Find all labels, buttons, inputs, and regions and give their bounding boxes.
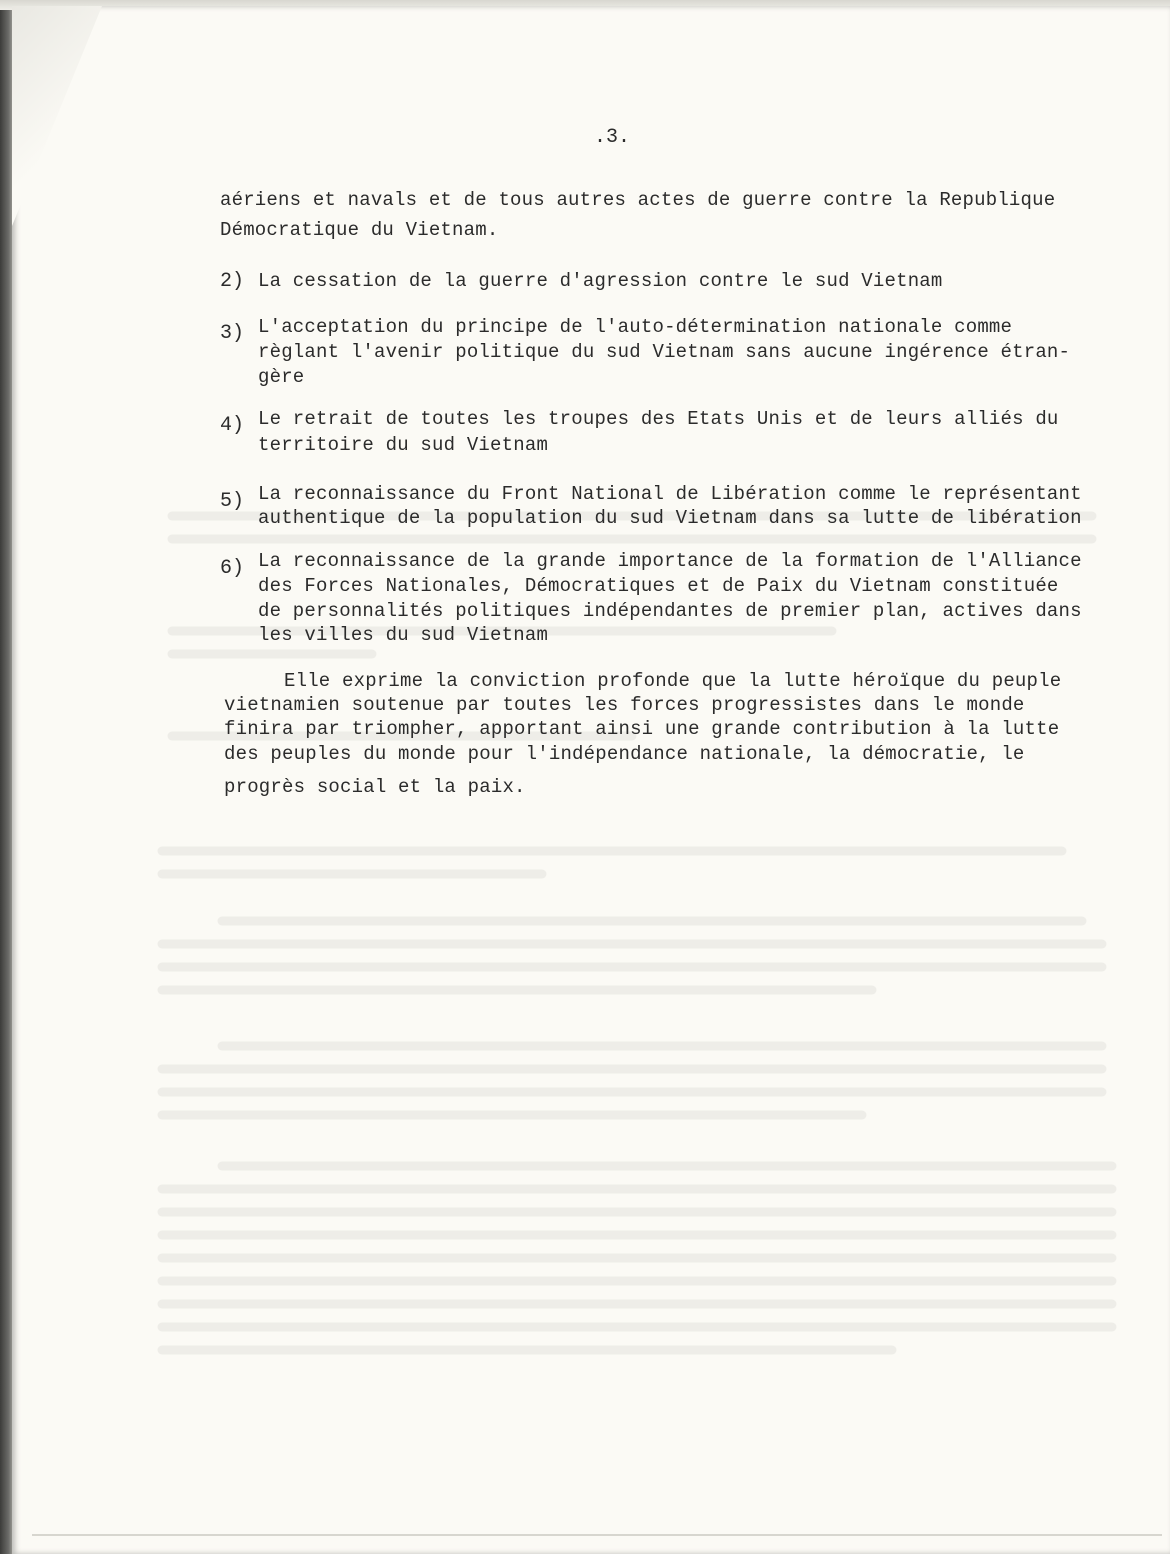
item-line: les villes du sud Vietnam <box>258 624 549 646</box>
item-line: L'acceptation du principe de l'auto-détermination nationale comme <box>258 316 1013 338</box>
closing-line: Elle exprime la conviction profonde que la lutte héroïque du peuple <box>284 670 1062 692</box>
item-number: 6) <box>220 557 245 580</box>
page-bottom-edge <box>32 1534 1162 1536</box>
item-line: Le retrait de toutes les troupes des Etats Unis et de leurs alliés du <box>258 408 1059 430</box>
item-line: gère <box>258 366 305 388</box>
item-line: La reconnaissance du Front National de Libération comme le représentant <box>258 483 1082 505</box>
page-number: .3. <box>594 126 631 149</box>
item-number: 5) <box>220 490 245 513</box>
closing-line: des peuples du monde pour l'indépendance nationale, la démocratie, le <box>224 743 1025 765</box>
closing-line: vietnamien soutenue par toutes les forces progressistes dans le monde <box>224 694 1025 716</box>
item-line: territoire du sud Vietnam <box>258 434 549 456</box>
closing-line: finira par triompher, apportant ainsi une grande contribution à la lutte <box>224 718 1060 740</box>
item-number: 3) <box>220 322 245 345</box>
item-number: 4) <box>220 414 245 437</box>
item-line: La reconnaissance de la grande importance de la formation de l'Alliance <box>258 550 1082 572</box>
bleed-through-texture <box>12 6 1170 1554</box>
document-page <box>12 6 1170 1554</box>
item-number: 2) <box>220 270 245 293</box>
intro-line: aériens et navals et de tous autres actes de guerre contre la Republique <box>220 189 1056 211</box>
item-line: de personnalités politiques indépendantes de premier plan, actives dans <box>258 600 1082 622</box>
item-line: La cessation de la guerre d'agression contre le sud Vietnam <box>258 270 943 292</box>
item-line: authentique de la population du sud Vietnam dans sa lutte de libération <box>258 507 1082 529</box>
item-line: règlant l'avenir politique du sud Vietnam sans aucune ingérence étran- <box>258 341 1071 363</box>
intro-line: Démocratique du Vietnam. <box>220 219 499 241</box>
closing-line: progrès social et la paix. <box>224 776 526 798</box>
item-line: des Forces Nationales, Démocratiques et de Paix du Vietnam constituée <box>258 575 1059 597</box>
